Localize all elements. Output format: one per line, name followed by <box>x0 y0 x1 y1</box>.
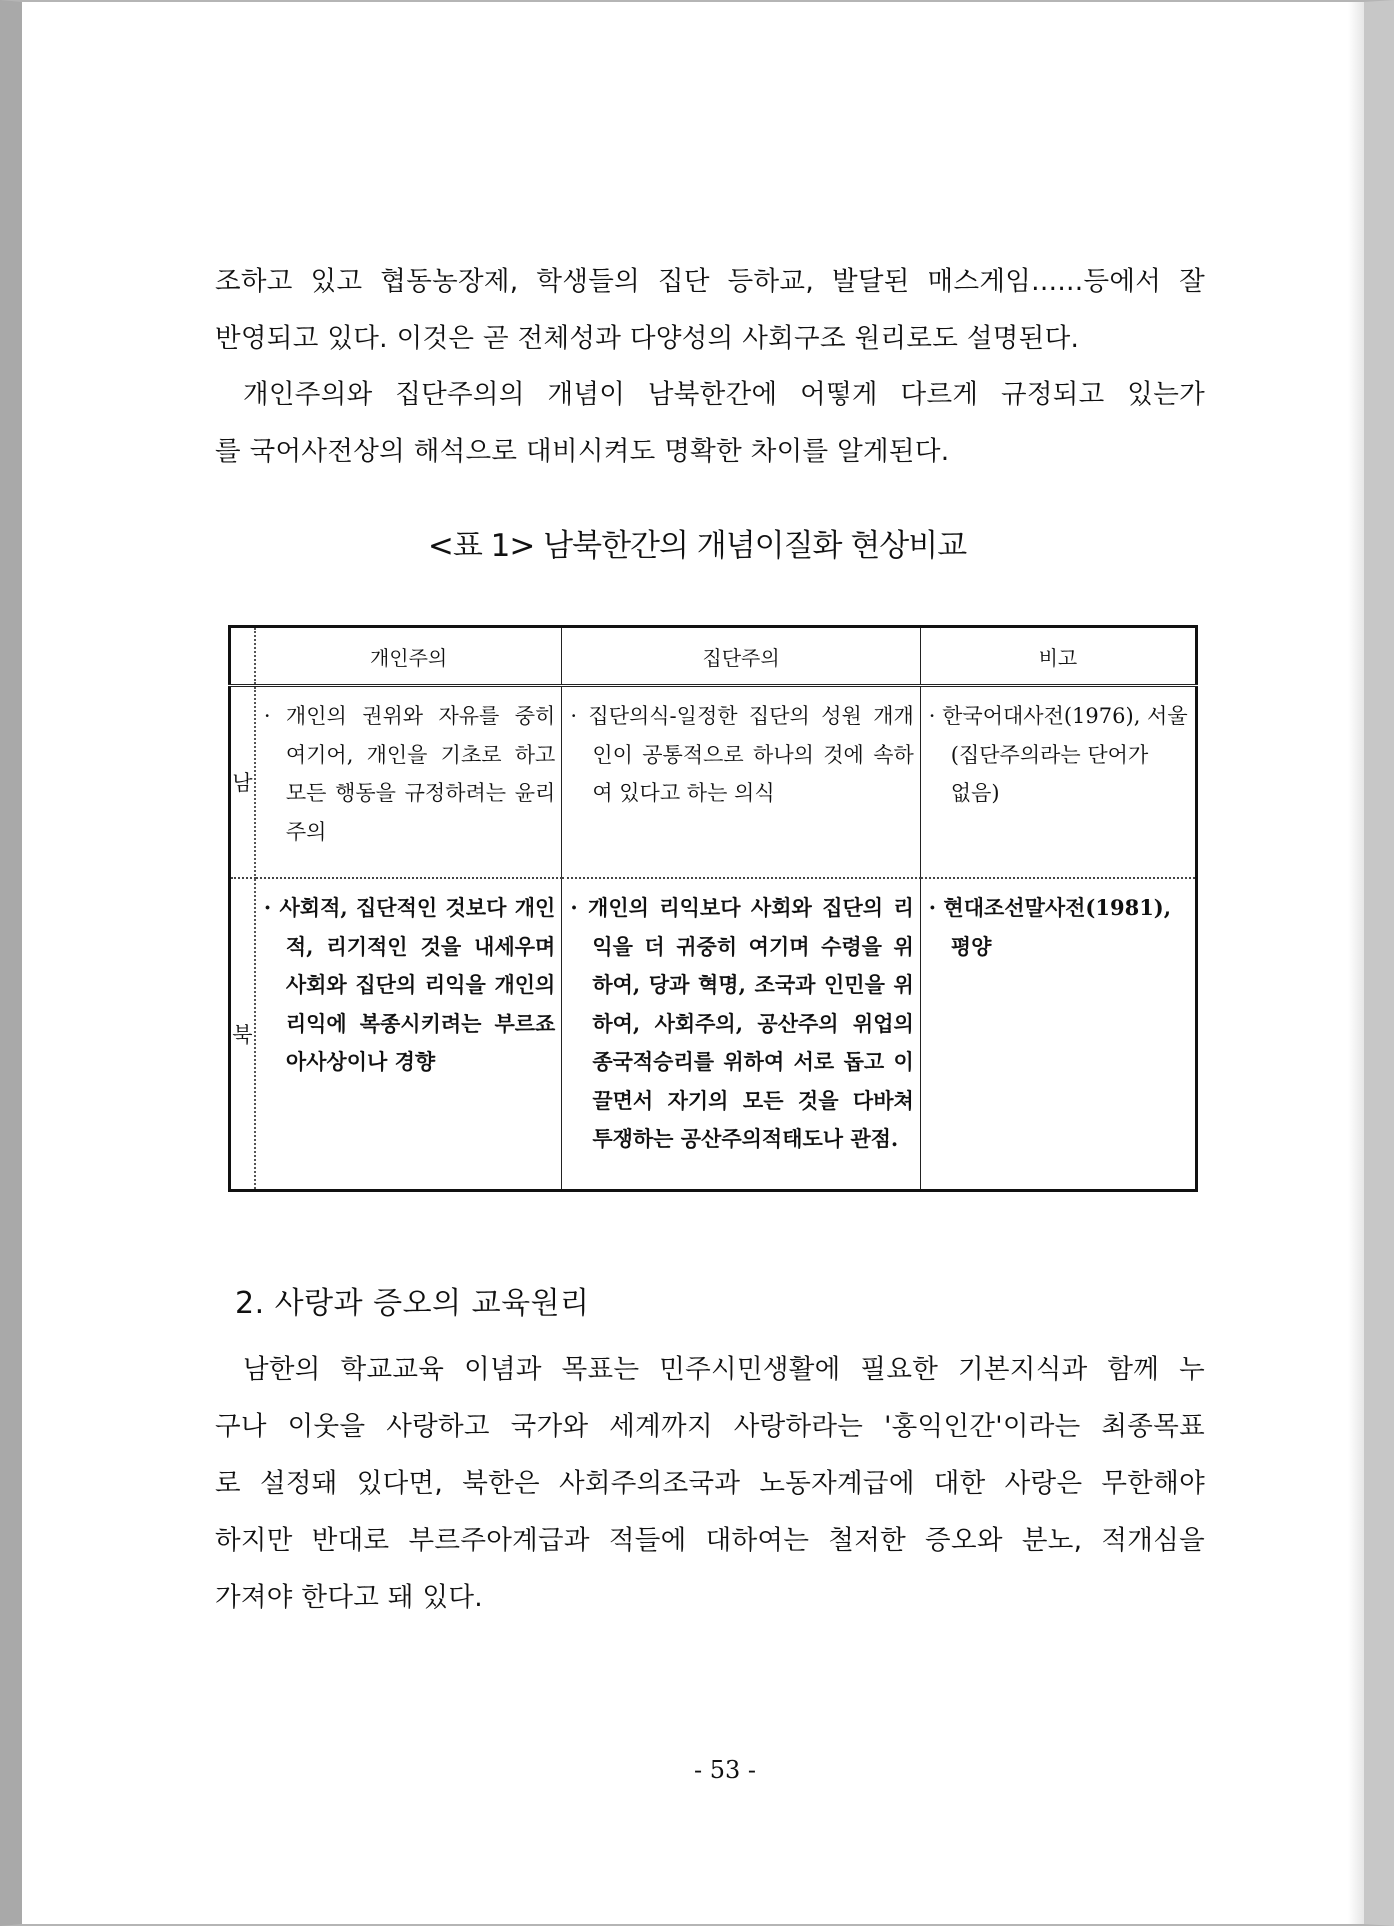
north-collectivism-cell <box>562 878 920 1191</box>
cell-line: 리익에 복종시키려는 부르죠 <box>285 1010 556 1036</box>
cell-line: 인이 공통적으로 하나의 것에 속하 <box>592 742 914 767</box>
table-caption: <표 1> 남북한간의 개념이질화 현상비교 <box>427 528 967 564</box>
cell-line: 투쟁하는 공산주의적태도나 관점. <box>592 1126 899 1151</box>
header-remarks: 비고 <box>920 627 1196 686</box>
cell-line: · 한국어대사전(1976), 서울 <box>928 704 1188 728</box>
row-label-south: 남 <box>230 686 255 879</box>
paragraph-3-line: 남한의 학교교육 이념과 목표는 민주시민생활에 필요한 기본지식과 함께 누 <box>243 1354 1205 1385</box>
cell-line: 끌면서 자기의 모든 것을 다바쳐 <box>592 1087 914 1113</box>
paragraph-3-line: 로 설정돼 있다면, 북한은 사회주의조국과 노동자계급에 대한 사랑은 무한해야 <box>215 1468 1205 1499</box>
cell-line: · 사회적, 집단적인 것보다 개인 <box>263 895 556 920</box>
table-row-north <box>230 878 1197 1191</box>
cell-line: 하여, 당과 혁명, 조국과 인민을 위 <box>592 972 914 997</box>
paragraph-3-line: 하지만 반대로 부르주아계급과 적들에 대하여는 철저한 증오와 분노, 적개심을 <box>215 1525 1205 1556</box>
cell-line: · 현대조선말사전(1981), <box>928 895 1172 920</box>
north-individualism-cell <box>255 878 562 1191</box>
cell-line: 주의 <box>285 819 327 844</box>
paragraph-1-line: 반영되고 있다. 이것은 곧 전체성과 다양성의 사회구조 원리로도 설명된다. <box>215 323 1080 354</box>
cell-line: 평양 <box>950 933 992 959</box>
paragraph-1 <box>215 253 1205 367</box>
table-corner-cell <box>230 627 255 686</box>
table-row-south <box>230 686 1197 879</box>
paragraph-3-line: 가져야 한다고 돼 있다. <box>215 1582 483 1613</box>
row-label-north: 북 <box>230 878 255 1191</box>
south-remarks-cell <box>920 686 1196 879</box>
paragraph-2-line: 를 국어사전상의 해석으로 대비시켜도 명확한 차이를 알게된다. <box>215 436 950 467</box>
paragraph-3 <box>215 1341 1205 1626</box>
cell-line: 익을 더 귀중히 여기며 수령을 위 <box>592 933 914 959</box>
paragraph-2 <box>215 366 1205 480</box>
cell-line: 사회와 집단의 리익을 개인의 <box>285 972 556 997</box>
cell-line: · 개인의 리익보다 사회와 집단의 리 <box>570 895 914 920</box>
cell-line: 여 있다고 하는 의식 <box>592 781 775 805</box>
north-remarks-cell <box>920 878 1196 1191</box>
cell-line: 모든 행동을 규정하려는 윤리 <box>285 781 556 805</box>
cell-line: 아사상이나 경향 <box>285 1049 436 1074</box>
comparison-table <box>228 625 1198 1192</box>
paragraph-2-line: 개인주의와 집단주의의 개념이 남북한간에 어떻게 다르게 규정되고 있는가 <box>243 379 1205 410</box>
cell-line: 종국적승리를 위하여 서로 돕고 이 <box>592 1049 914 1074</box>
cell-line: 여기어, 개인을 기초로 하고 <box>285 742 556 767</box>
cell-line: (집단주의라는 단어가 <box>950 742 1149 767</box>
south-individualism-cell <box>255 686 562 879</box>
cell-line: · 개인의 권위와 자유를 중히 <box>263 704 556 728</box>
cell-line: · 집단의식-일정한 집단의 성원 개개 <box>570 704 914 728</box>
paragraph-3-line: 구나 이웃을 사랑하고 국가와 세계까지 사랑하라는 '홍익인간'이라는 최종목표 <box>215 1411 1205 1442</box>
cell-line: 적, 리기적인 것을 내세우며 <box>285 933 556 959</box>
cell-line: 없음) <box>950 781 1000 805</box>
header-individualism: 개인주의 <box>255 627 562 686</box>
south-collectivism-cell <box>562 686 920 879</box>
table-header-row <box>230 627 1197 686</box>
page-number: - 53 - <box>693 1756 756 1784</box>
cell-line: 하여, 사회주의, 공산주의 위업의 <box>592 1010 914 1036</box>
header-collectivism: 집단주의 <box>562 627 920 686</box>
section-title: 2. 사랑과 증오의 교육원리 <box>235 1286 590 1321</box>
paragraph-1-line: 조하고 있고 협동농장제, 학생들의 집단 등하교, 발달된 매스게임......등에서 잘 <box>215 266 1205 297</box>
